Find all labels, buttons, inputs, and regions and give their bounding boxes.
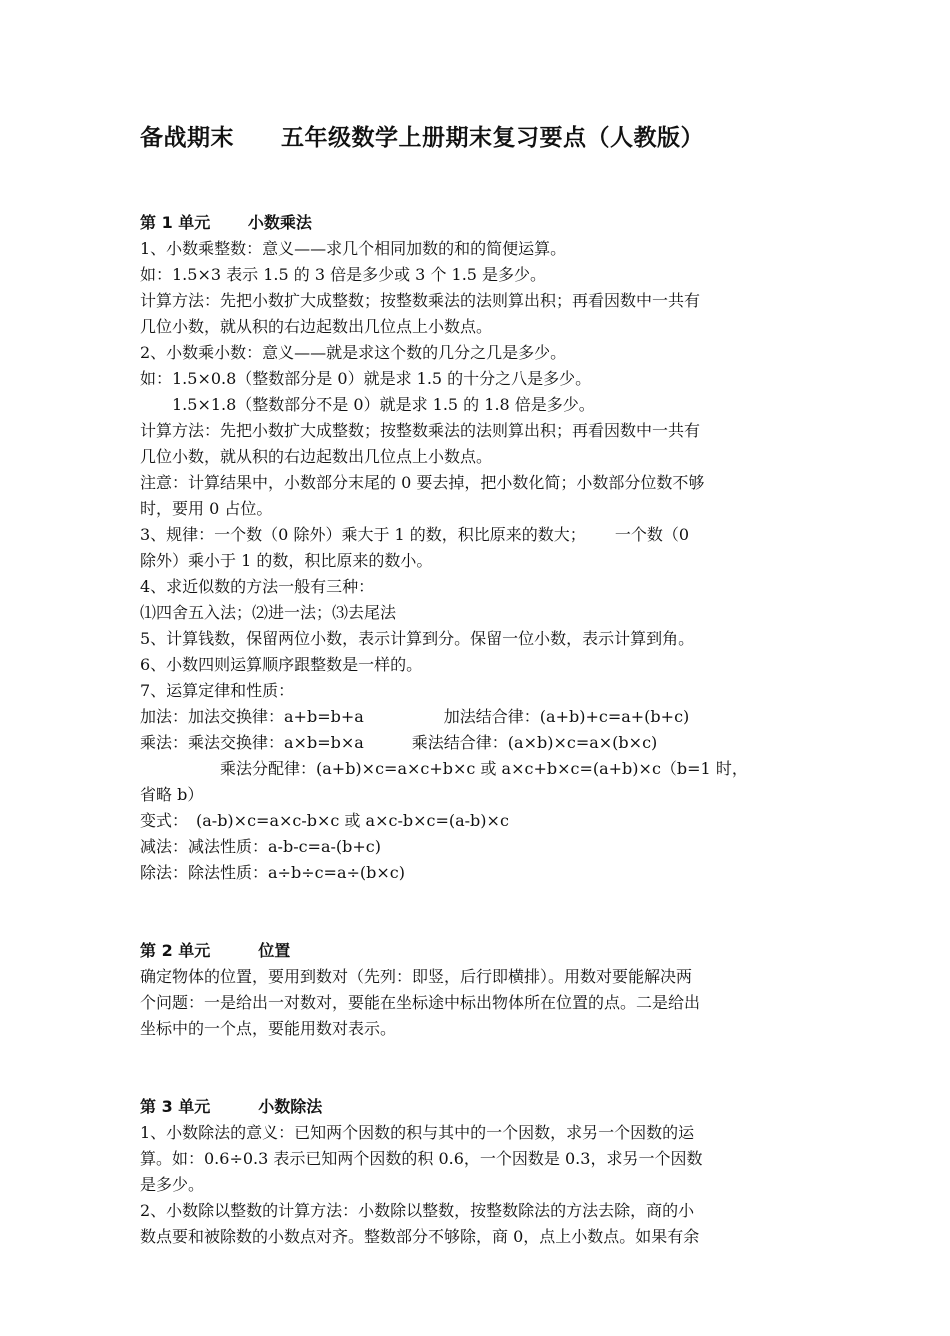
text-line: 时，要用 0 占位。 — [140, 499, 273, 518]
text-line: 计算方法：先把小数扩大成整数；按整数乘法的法则算出积；再看因数中一共有 — [140, 291, 701, 310]
text-line: ⑴四舍五入法；⑵进一法；⑶去尾法 — [140, 603, 397, 622]
text-line: 如：1.5×0.8（整数部分是 0）就是求 1.5 的十分之八是多少。 — [140, 369, 592, 388]
text-line: 乘法分配律：(a+b)×c=a×c+b×c 或 a×c+b×c=(a+b)×c（b=1 时， — [220, 759, 748, 778]
text-line: 省略 b） — [140, 785, 204, 804]
unit-3-heading: 第 3 单元 小数除法 — [140, 1097, 323, 1116]
text-line: 3、规律：一个数（0 除外）乘大于 1 的数，积比原来的数大； 一个数（0 — [140, 525, 690, 544]
text-line: 确定物体的位置，要用到数对（先列：即竖，后行即横排）。用数对要能解决两 — [140, 967, 693, 986]
text-line: 几位小数，就从积的右边起数出几位点上小数点。 — [140, 447, 493, 466]
page-title: 备战期末 五年级数学上册期末复习要点（人教版） — [140, 125, 704, 151]
section-spacer — [140, 1042, 820, 1094]
content-body — [140, 210, 820, 1250]
text-line: 2、小数除以整数的计算方法：小数除以整数，按整数除法的方法去除，商的小 — [140, 1201, 695, 1220]
text-line: 4、求近似数的方法一般有三种： — [140, 577, 375, 596]
text-line: 变式： (a-b)×c=a×c-b×c 或 a×c-b×c=(a-b)×c — [140, 811, 509, 830]
text-line: 除外）乘小于 1 的数，积比原来的数小。 — [140, 551, 433, 570]
text-line: 算。如：0.6÷0.3 表示已知两个因数的积 0.6，一个因数是 0.3，求另一个因数 — [140, 1149, 703, 1168]
text-line: 数点要和被除数的小数点对齐。整数部分不够除，商 0，点上小数点。如果有余 — [140, 1227, 700, 1246]
text-line: 减法：减法性质：a-b-c=a-(b+c) — [140, 837, 382, 856]
text-line: 1、小数除法的意义：已知两个因数的积与其中的一个因数，求另一个因数的运 — [140, 1123, 695, 1142]
text-line: 几位小数，就从积的右边起数出几位点上小数点。 — [140, 317, 493, 336]
text-line: 6、小数四则运算顺序跟整数是一样的。 — [140, 655, 423, 674]
text-line: 1、小数乘整数：意义——求几个相同加数的和的简便运算。 — [140, 239, 567, 258]
text-line: 加法：加法交换律：a+b=b+a 加法结合律：(a+b)+c=a+(b+c) — [140, 707, 690, 726]
text-line: 5、计算钱数，保留两位小数，表示计算到分。保留一位小数，表示计算到角。 — [140, 629, 695, 648]
text-line: 7、运算定律和性质： — [140, 681, 295, 700]
unit-2-heading: 第 2 单元 位置 — [140, 941, 291, 960]
unit-1-heading: 第 1 单元 小数乘法 — [140, 213, 312, 232]
text-line: 2、小数乘小数：意义——就是求这个数的几分之几是多少。 — [140, 343, 567, 362]
text-line: 计算方法：先把小数扩大成整数；按整数乘法的法则算出积；再看因数中一共有 — [140, 421, 701, 440]
text-line: 乘法：乘法交换律：a×b=b×a 乘法结合律：(a×b)×c=a×(b×c) — [140, 733, 658, 752]
text-line: 注意：计算结果中，小数部分末尾的 0 要去掉，把小数化简；小数部分位数不够 — [140, 473, 705, 492]
text-line: 除法：除法性质：a÷b÷c=a÷(b×c) — [140, 863, 406, 882]
text-line: 如：1.5×3 表示 1.5 的 3 倍是多少或 3 个 1.5 是多少。 — [140, 265, 547, 284]
section-spacer — [140, 886, 820, 938]
text-line: 个问题：一是给出一对数对，要能在坐标途中标出物体所在位置的点。二是给出 — [140, 993, 701, 1012]
text-line: 1.5×1.8（整数部分不是 0）就是求 1.5 的 1.8 倍是多少。 — [172, 395, 595, 414]
text-line: 是多少。 — [140, 1175, 205, 1194]
text-line: 坐标中的一个点，要能用数对表示。 — [140, 1019, 397, 1038]
